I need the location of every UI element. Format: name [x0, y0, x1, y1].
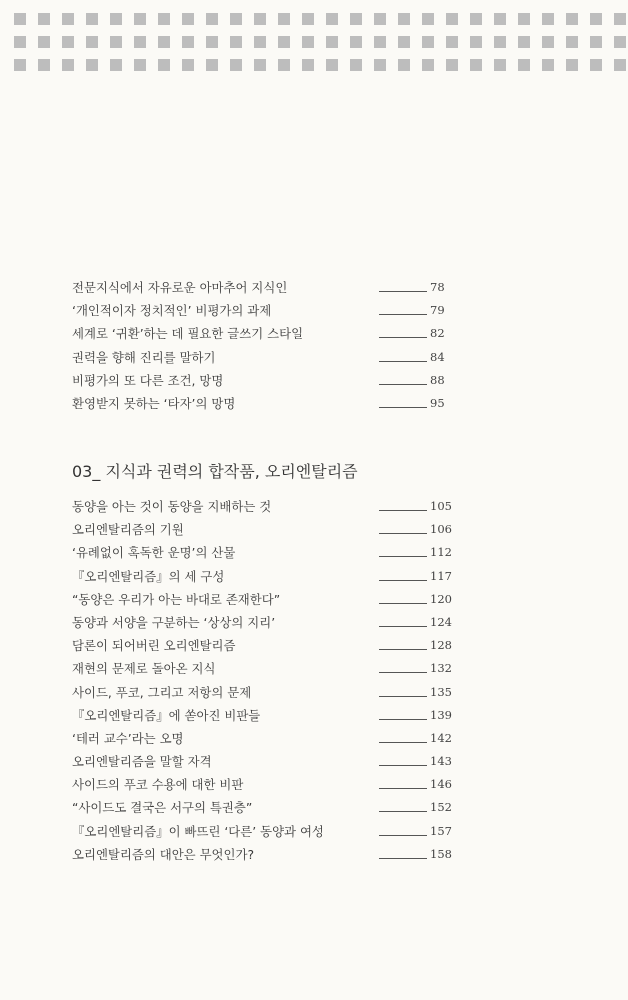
- pattern-square: [590, 36, 602, 48]
- pattern-square: [302, 13, 314, 25]
- toc-entry: [72, 369, 452, 392]
- pattern-square: [614, 59, 626, 71]
- pattern-square: [206, 59, 218, 71]
- pattern-square: [590, 59, 602, 71]
- toc-entry-title: 동양을 아는 것이 동양을 지배하는 것: [72, 499, 272, 514]
- toc-entry-title: 재현의 문제로 돌아온 지식: [72, 661, 216, 677]
- pattern-square: [422, 13, 434, 25]
- pattern-square: [326, 13, 338, 25]
- toc-entry-title: 비평가의 또 다른 조건, 망명: [72, 372, 224, 388]
- pattern-square: [398, 59, 410, 71]
- toc-entry: [72, 611, 452, 634]
- pattern-square: [254, 36, 266, 48]
- toc-entry-title: 오리엔탈리즘의 대안은 무엇인가?: [72, 846, 255, 862]
- pattern-square: [302, 36, 314, 48]
- pattern-square: [110, 59, 122, 71]
- pattern-square: [470, 59, 482, 71]
- toc-entry: [72, 495, 452, 518]
- pattern-square: [302, 59, 314, 71]
- toc-entry: [72, 750, 452, 773]
- pattern-square: [326, 36, 338, 48]
- toc-entry-page: 124: [430, 614, 452, 629]
- pattern-square: [518, 59, 530, 71]
- toc-section-1: [72, 276, 452, 415]
- toc-entry: [72, 843, 452, 866]
- leader-line: [379, 556, 427, 557]
- toc-entry-page: 117: [430, 568, 452, 583]
- pattern-square: [590, 13, 602, 25]
- pattern-square: [38, 59, 50, 71]
- toc-entry-page: 132: [430, 661, 452, 676]
- toc-entry: [72, 518, 452, 541]
- toc-entry: [72, 322, 452, 345]
- toc-entry: [72, 773, 452, 796]
- toc-entry: [72, 346, 452, 369]
- pattern-square: [254, 59, 266, 71]
- toc-entry-title: 세계로 ‘귀환’하는 데 필요한 글쓰기 스타일: [72, 326, 304, 342]
- leader-line: [379, 291, 427, 292]
- leader-line: [379, 719, 427, 720]
- leader-line: [379, 314, 427, 315]
- toc-entry-page: 105: [430, 499, 452, 513]
- leader-line: [379, 603, 427, 604]
- pattern-square: [62, 13, 74, 25]
- pattern-square: [86, 59, 98, 71]
- toc-entry-page: 146: [430, 777, 452, 792]
- toc-entry: [72, 727, 452, 750]
- pattern-square: [62, 59, 74, 71]
- pattern-square: [614, 13, 626, 25]
- pattern-square: [62, 36, 74, 48]
- pattern-square: [422, 59, 434, 71]
- pattern-square: [230, 36, 242, 48]
- pattern-square: [518, 36, 530, 48]
- pattern-square: [518, 13, 530, 25]
- toc-entry-title: 동양과 서양을 구분하는 ‘상상의 지리’: [72, 614, 276, 630]
- toc-entry-title: 『오리엔탈리즘』의 세 구성: [72, 568, 225, 584]
- toc-entry-title: ‘유례없이 혹독한 운명’의 산물: [72, 545, 236, 561]
- toc-entry-page: 84: [430, 349, 445, 364]
- pattern-square: [470, 13, 482, 25]
- pattern-square: [86, 13, 98, 25]
- toc-entry-title: 사이드의 푸코 수용에 대한 비판: [72, 777, 244, 793]
- chapter-heading: 03_ 지식과 권력의 합작품, 오리엔탈리즘: [72, 462, 358, 481]
- pattern-square: [446, 13, 458, 25]
- pattern-square: [278, 59, 290, 71]
- pattern-square: [350, 13, 362, 25]
- leader-line: [379, 337, 427, 338]
- leader-line: [379, 384, 427, 385]
- leader-line: [379, 626, 427, 627]
- pattern-square: [182, 36, 194, 48]
- toc-entry: [72, 820, 452, 843]
- pattern-square: [182, 13, 194, 25]
- pattern-square: [542, 13, 554, 25]
- toc-entry-title: ‘테러 교수’라는 오명: [72, 730, 184, 746]
- pattern-square: [422, 36, 434, 48]
- leader-line: [379, 858, 427, 859]
- toc-entry-page: 139: [430, 707, 452, 722]
- pattern-square: [278, 36, 290, 48]
- pattern-square: [494, 13, 506, 25]
- leader-line: [379, 580, 427, 581]
- toc-entry-title: 권력을 향해 진리를 말하기: [72, 349, 216, 365]
- leader-line: [379, 407, 427, 408]
- toc-entry-page: 128: [430, 638, 452, 653]
- toc-entry-title: “사이드도 결국은 서구의 특권층”: [72, 800, 253, 816]
- pattern-square: [494, 36, 506, 48]
- pattern-square: [158, 59, 170, 71]
- leader-line: [379, 361, 427, 362]
- toc-entry: [72, 657, 452, 680]
- leader-line: [379, 788, 427, 789]
- pattern-square: [566, 36, 578, 48]
- pattern-square: [86, 36, 98, 48]
- toc-entry-page: 157: [430, 823, 452, 838]
- toc-entry: [72, 704, 452, 727]
- toc-entry-title: 『오리엔탈리즘』에 쏟아진 비판들: [72, 707, 261, 723]
- pattern-square: [14, 59, 26, 71]
- toc-entry-title: 『오리엔탈리즘』이 빠뜨린 ‘다른’ 동양과 여성: [72, 823, 324, 839]
- pattern-square: [38, 13, 50, 25]
- leader-line: [379, 811, 427, 812]
- toc-entry: [72, 276, 452, 299]
- pattern-square: [350, 36, 362, 48]
- pattern-square: [14, 36, 26, 48]
- toc-entry-page: 88: [430, 372, 445, 387]
- pattern-square: [230, 13, 242, 25]
- pattern-square: [614, 36, 626, 48]
- toc-entry-page: 142: [430, 730, 452, 745]
- toc-entry-title: ‘개인적이자 정치적인’ 비평가의 과제: [72, 303, 272, 319]
- pattern-square: [566, 13, 578, 25]
- pattern-square: [230, 59, 242, 71]
- pattern-square: [278, 13, 290, 25]
- pattern-square: [182, 59, 194, 71]
- pattern-square: [398, 13, 410, 25]
- toc-entry-title: 담론이 되어버린 오리엔탈리즘: [72, 638, 236, 654]
- pattern-square: [134, 36, 146, 48]
- leader-line: [379, 835, 427, 836]
- toc-entry-page: 79: [430, 303, 445, 318]
- toc-entry-page: 78: [430, 280, 445, 294]
- toc-entry: [72, 392, 452, 415]
- toc-entry-title: 오리엔탈리즘을 말할 자격: [72, 754, 212, 770]
- pattern-square: [350, 59, 362, 71]
- toc-section-2: [72, 495, 452, 866]
- pattern-square: [206, 13, 218, 25]
- pattern-square: [446, 36, 458, 48]
- pattern-square: [542, 36, 554, 48]
- leader-line: [379, 696, 427, 697]
- toc-entry: [72, 541, 452, 564]
- pattern-square: [38, 36, 50, 48]
- pattern-square: [206, 36, 218, 48]
- pattern-square: [158, 36, 170, 48]
- pattern-square: [470, 36, 482, 48]
- pattern-square: [398, 36, 410, 48]
- toc-entry-page: 158: [430, 846, 452, 861]
- toc-entry: [72, 299, 452, 322]
- pattern-square: [446, 59, 458, 71]
- leader-line: [379, 765, 427, 766]
- toc-entry-page: 112: [430, 545, 452, 560]
- pattern-square: [254, 13, 266, 25]
- leader-line: [379, 649, 427, 650]
- toc-entry-title: 전문지식에서 자유로운 아마추어 지식인: [72, 280, 288, 295]
- toc-entry: [72, 588, 452, 611]
- pattern-square: [494, 59, 506, 71]
- toc-entry-page: 135: [430, 684, 452, 699]
- pattern-square: [374, 59, 386, 71]
- pattern-square: [374, 13, 386, 25]
- toc-entry: [72, 681, 452, 704]
- pattern-square: [134, 13, 146, 25]
- pattern-square: [14, 13, 26, 25]
- toc-entry: [72, 634, 452, 657]
- pattern-square: [326, 59, 338, 71]
- toc-entry-page: 106: [430, 522, 452, 537]
- toc-entry-page: 143: [430, 754, 452, 769]
- leader-line: [379, 742, 427, 743]
- pattern-square: [374, 36, 386, 48]
- toc-entry-page: 95: [430, 395, 445, 410]
- pattern-square: [158, 13, 170, 25]
- toc-entry: [72, 796, 452, 819]
- toc-entry-title: “동양은 우리가 아는 바대로 존재한다”: [72, 591, 281, 607]
- toc-entry-title: 사이드, 푸코, 그리고 저항의 문제: [72, 684, 252, 700]
- toc-entry-page: 82: [430, 326, 445, 341]
- leader-line: [379, 510, 427, 511]
- toc-entry: [72, 565, 452, 588]
- leader-line: [379, 672, 427, 673]
- pattern-square: [110, 13, 122, 25]
- pattern-square: [566, 59, 578, 71]
- toc-entry-page: 152: [430, 800, 452, 815]
- pattern-square: [110, 36, 122, 48]
- pattern-square: [134, 59, 146, 71]
- toc-entry-page: 120: [430, 591, 452, 606]
- pattern-square: [542, 59, 554, 71]
- leader-line: [379, 533, 427, 534]
- toc-entry-title: 환영받지 못하는 ‘타자’의 망명: [72, 395, 236, 411]
- toc-entry-title: 오리엔탈리즘의 기원: [72, 522, 184, 538]
- decorative-square-pattern: [14, 13, 626, 71]
